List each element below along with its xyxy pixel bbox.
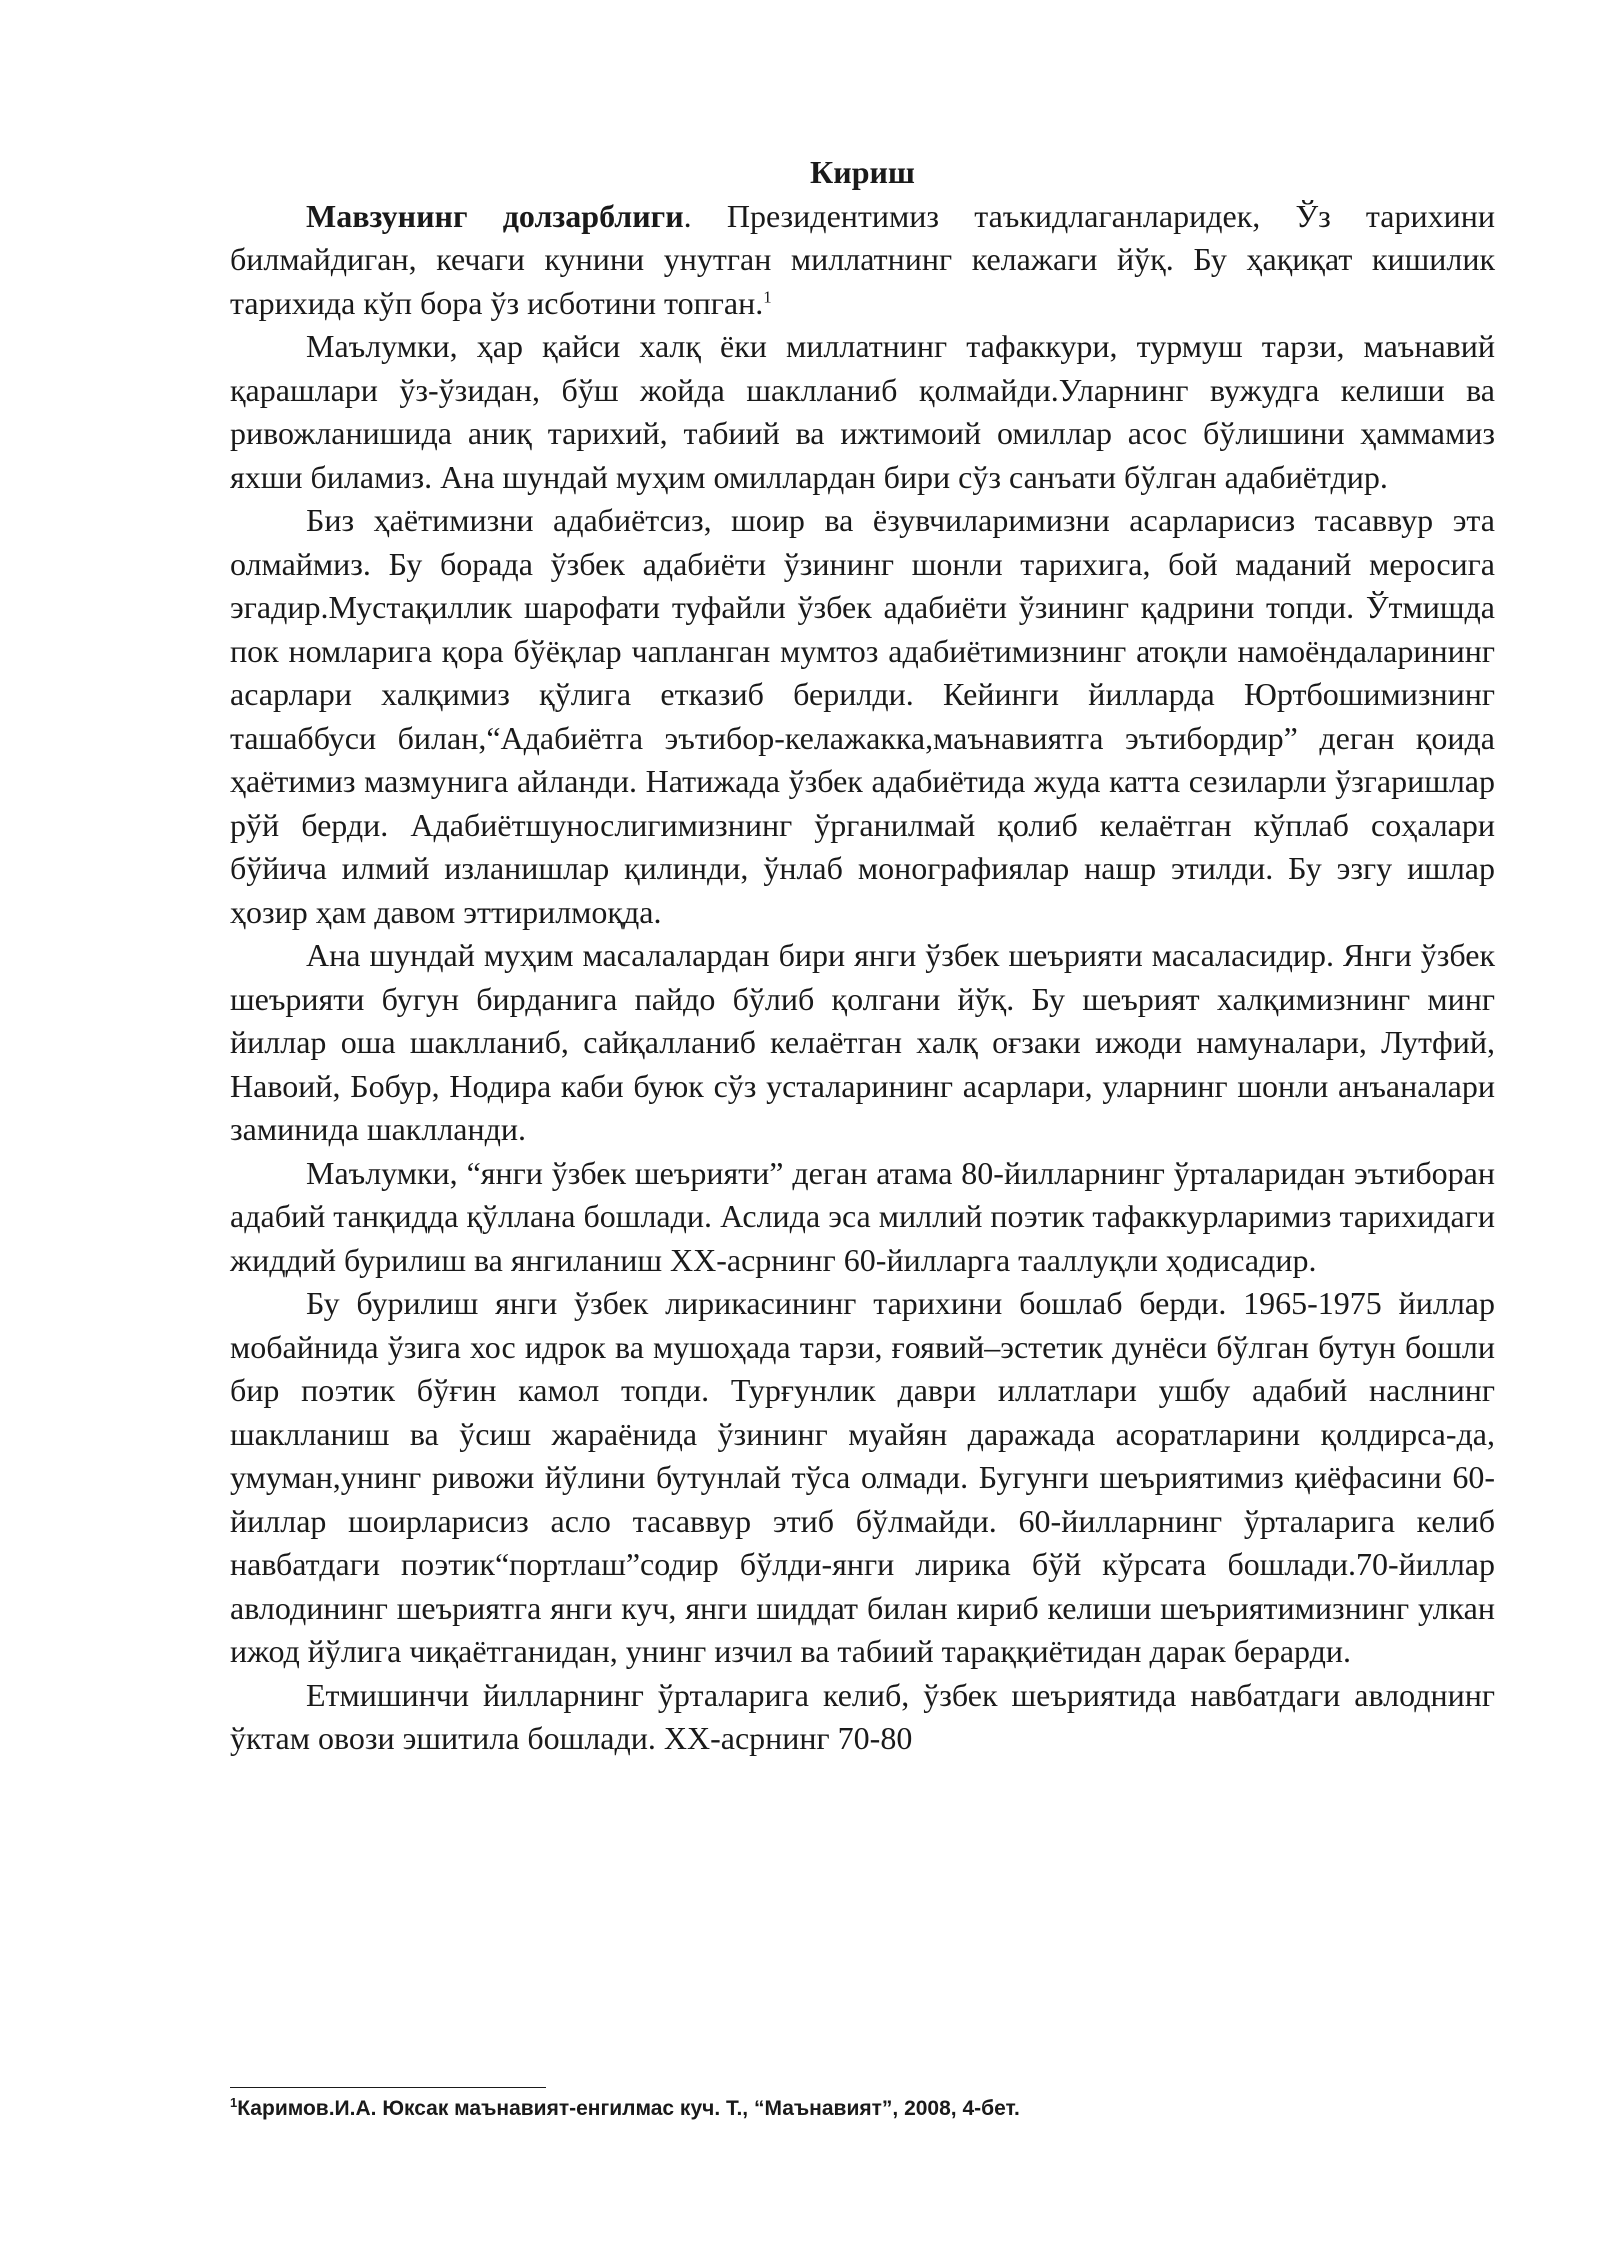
footnote-separator (230, 2087, 546, 2088)
paragraph-7: Етмишинчи йилларнинг ўрталарига келиб, ўзбек шеъриятида навбатдаги авлоднинг ўктам овози эшитила бошлади. XX-асрнинг 70-80 (230, 1676, 1495, 1756)
paragraph-1-text: . Президентимиз таъкидлаганларидек, Ўз тарихини билмайдиган, кечаги кунини унутган миллатнинг келажаги йўқ. Бу ҳақиқат кишилик тарихида кўп бора ўз исботини топган. (230, 197, 1495, 321)
topic-relevance-heading: Мавзунинг долзарблиги (306, 197, 684, 234)
paragraph-5: Маълумки, “янги ўзбек шеърияти” деган атама 80-йилларнинг ўрталаридан эътиборан адабий танқидда қўллана бошлади. Аслида эса миллий поэтик тафаккурларимиз тарихидаги жиддий бурилиш ва янгиланиш XX-асрнинг 60-йилларга тааллуқли ҳодисадир. (230, 1154, 1495, 1278)
document-body (230, 151, 1495, 1761)
footnote-text: Каримов.И.А. Юксак маънавият-енгилмас куч. Т., “Маънавият”, 2008, 4-бет. (237, 2097, 1020, 2120)
page-title: Кириш (810, 154, 915, 190)
paragraph-3: Биз ҳаётимизни адабиётсиз, шоир ва ёзувчиларимизни асарларисиз тасаввур эта олмаймиз. Бу борада ўзбек адабиёти ўзининг шонли тарихига, бой маданий меросига эгадир.Мустақиллик шарофати туфайли ўзбек адабиёти ўзининг қадрини топди. Ўтмишда пок номларига қора бўёқлар чапланган мумтоз адабиётимизнинг атоқли намоёндаларининг асарлари халқимиз қўлига етказиб берилди. Кейинги йилларда Юртбошимизнинг ташаббуси билан,“Адабиётга эътибор-келажакка,маънавиятга эътибордир” деган қоида ҳаётимиз мазмунига айланди. Натижада ўзбек адабиётида жуда катта сезиларли ўзгаришлар рўй берди. Адабиётшунослигимизнинг ўрганилмай қолиб келаётган кўплаб соҳалари бўйича илмий изланишлар қилинди, ўнлаб монографиялар нашр этилди. Бу эзгу ишлар ҳозир ҳам давом эттирилмоқда. (230, 502, 1495, 930)
paragraph-1 (230, 195, 1495, 326)
paragraph-2: Маълумки, ҳар қайси халқ ёки миллатнинг тафаккури, турмуш тарзи, маънавий қарашлари ўз-ўзидан, бўш жойда шаклланиб қолмайди.Уларнинг вужудга келиши ва ривожланишида аниқ тарихий, табиий ва ижтимоий омиллар асос бўлишини ҳаммамиз яхши биламиз. Ана шундай муҳим омиллардан бири сўз санъати бўлган адабиётдир. (230, 328, 1495, 495)
footnote-reference[interactable]: 1 (763, 286, 772, 306)
paragraph-4: Ана шундай муҳим масалалардан бири янги ўзбек шеърияти масаласидир. Янги ўзбек шеърияти бугун бирданига пайдо бўлиб қолгани йўқ. Бу шеърият халқимизнинг минг йиллар оша шаклланиб, сайқалланиб келаётган халқ оғзаки ижоди намуналари, Лутфий, Навоий, Бобур, Нодира каби буюк сўз усталарининг асарлари, уларнинг шонли анъаналари заминида шаклланди. (230, 937, 1495, 1147)
footnote (230, 2095, 1495, 2123)
footnote-marker: 1 (230, 2095, 238, 2110)
paragraph-6: Бу бурилиш янги ўзбек лирикасининг тарихини бошлаб берди. 1965-1975 йиллар мобайнида ўзига хос идрок ва мушоҳада тарзи, ғоявий–эстетик дунёси бўлган бутун бошли бир поэтик бўғин камол топди. Турғунлик даври иллатлари ушбу адабий наслнинг шаклланиш ва ўсиш жараёнида ўзининг муайян даражада асоратларини қолдирса-да, умуман,унинг ривожи йўлини бутунлай тўса олмади. Бугунги шеъриятимиз қиёфасини 60-йиллар шоирларисиз асло тасаввур этиб бўлмайди. 60-йилларнинг ўрталарига келиб навбатдаги поэтик“портлаш”содир бўлди-янги лирика бўй кўрсата бошлади.70-йиллар авлодининг шеъриятга янги куч, янги шиддат билан кириб келиши шеъриятимизнинг улкан ижод йўлига чиқаётганидан, унинг изчил ва табиий тараққиётидан дарак берарди. (230, 1285, 1495, 1669)
